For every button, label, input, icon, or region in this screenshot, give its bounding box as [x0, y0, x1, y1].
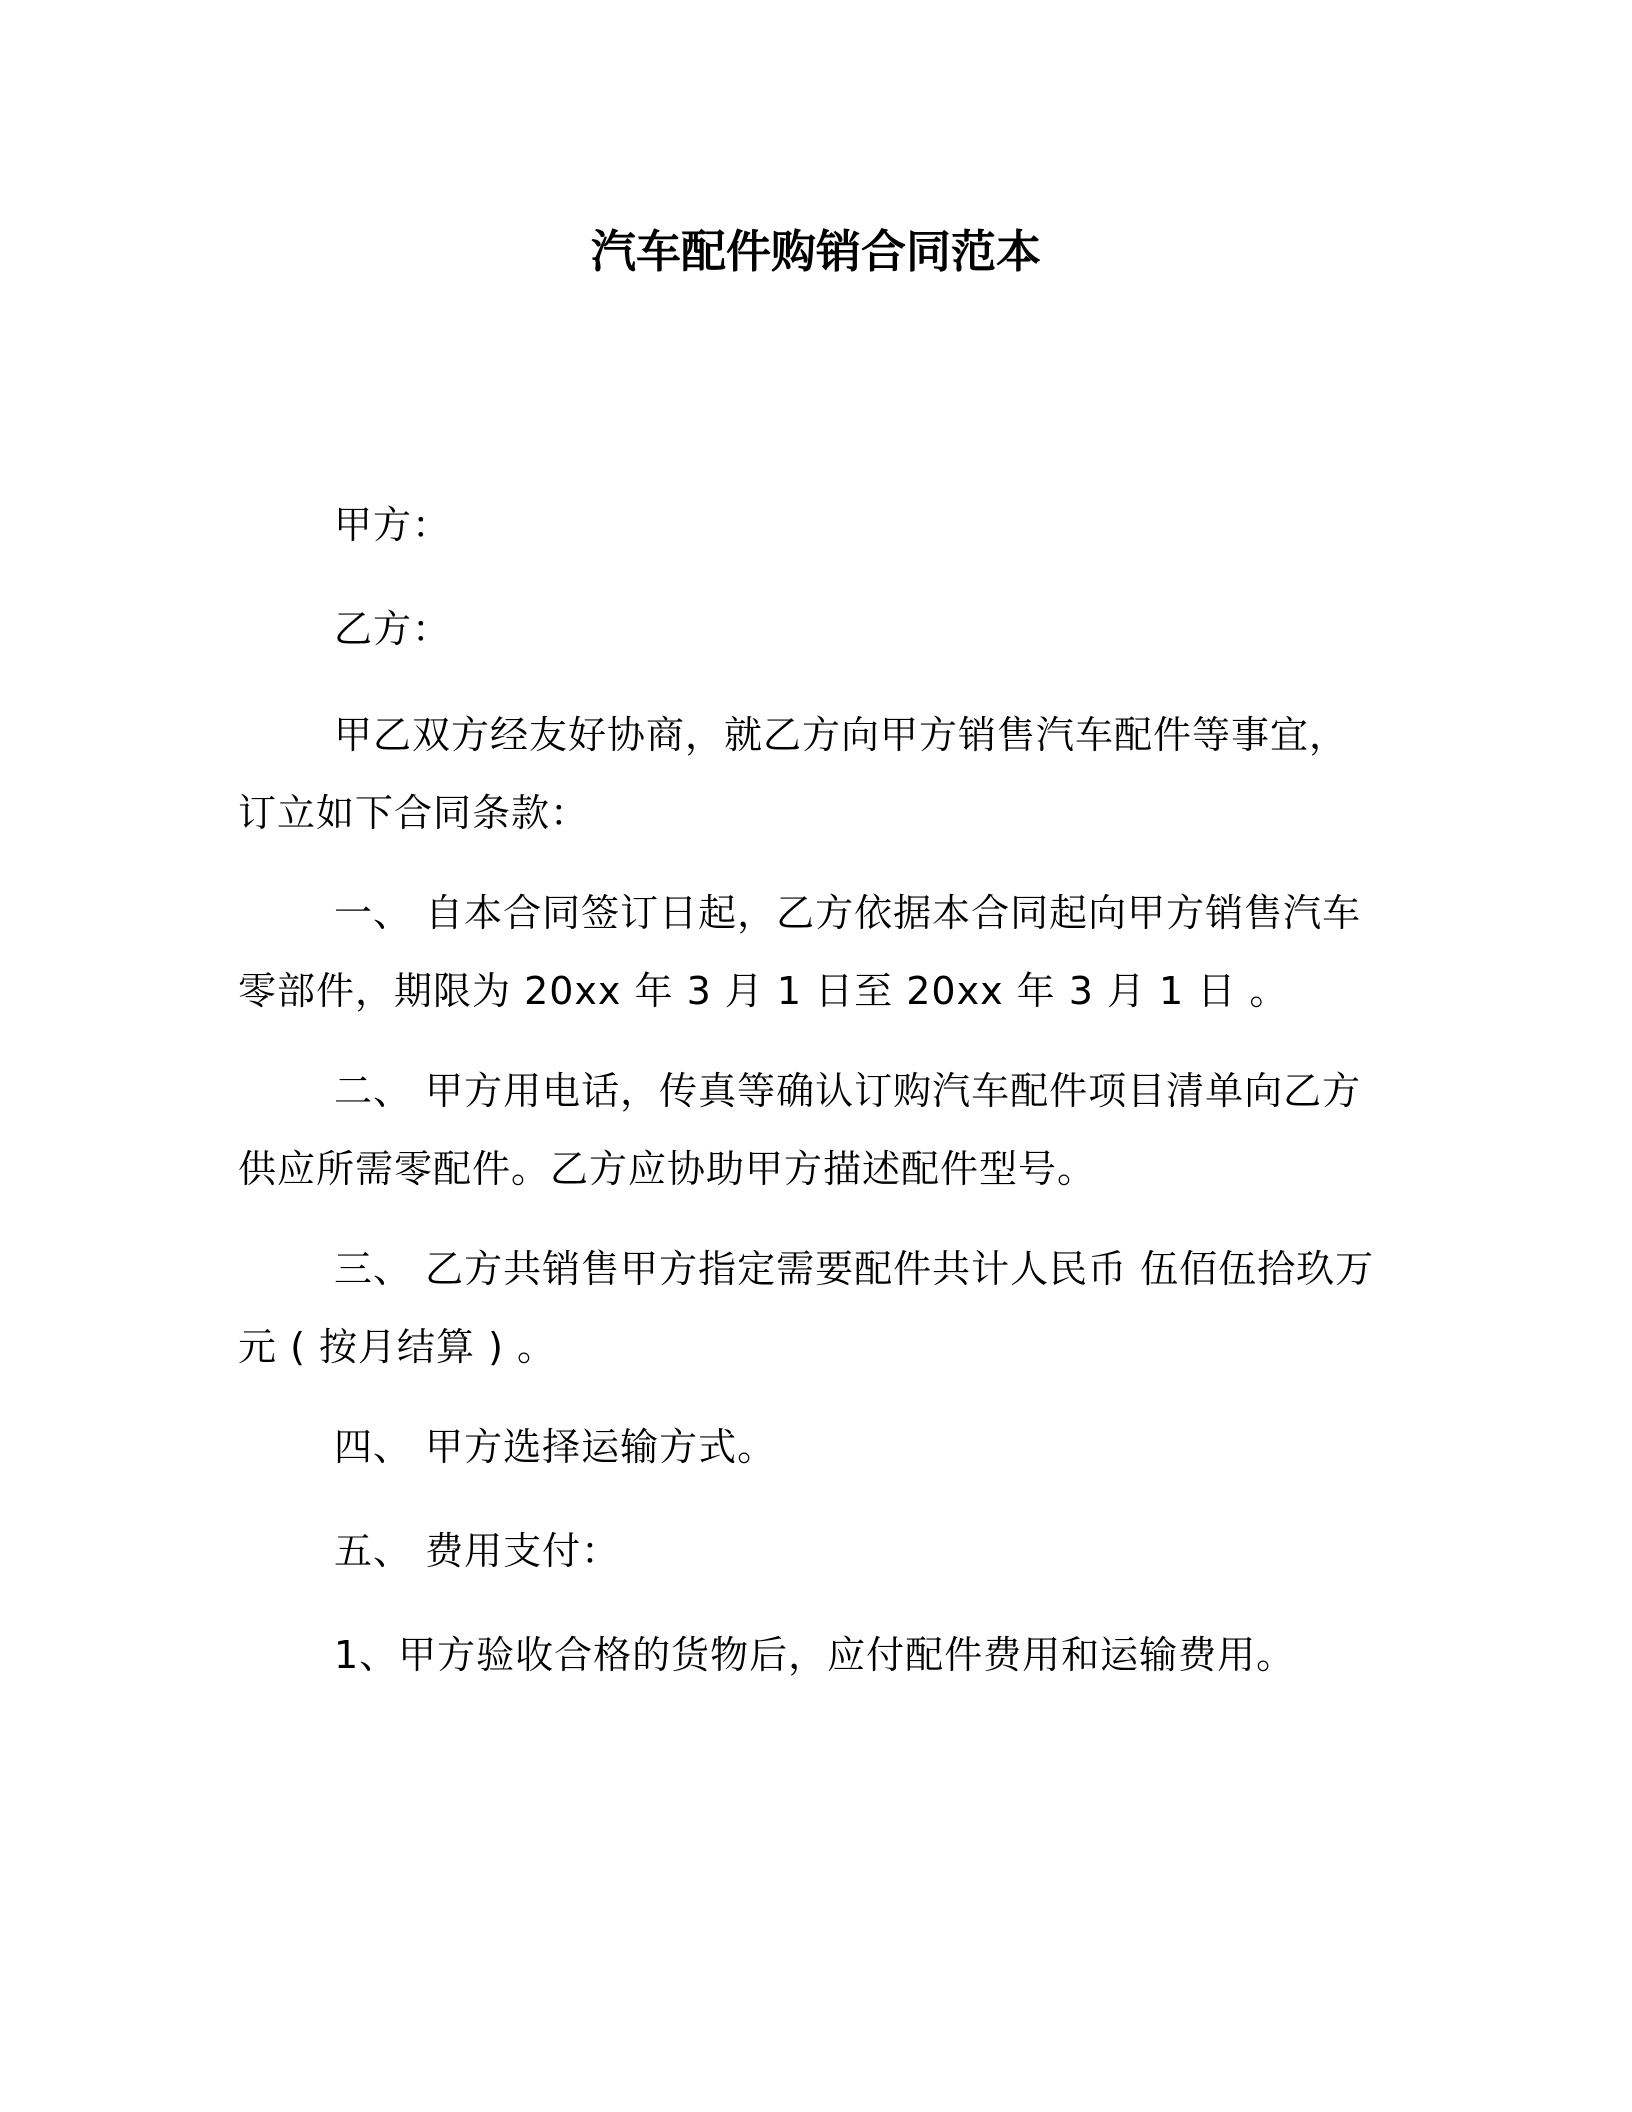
intro-text: 甲乙双方经友好协商，就乙方向甲方销售汽车配件等事宜，订立如下合同条款：: [238, 713, 1349, 835]
document-title: 汽车配件购销合同范本: [590, 225, 1041, 278]
payment-item-1: 1、甲方验收合格的货物后，应付配件费用和运输费用。: [334, 1633, 1296, 1677]
party-b-label: 乙方：: [334, 607, 452, 651]
clause-1-text: 一、 自本合同签订日起，乙方依据本合同起向甲方销售汽车零部件，期限为 20xx 年 3 月 1 日至 20xx 年 3 月 1 日 。: [238, 891, 1362, 1013]
clause-5-text: 五、 费用支付：: [334, 1529, 621, 1573]
clause-3: [238, 1230, 1386, 1386]
clause-4-text: 四、 甲方选择运输方式。: [334, 1425, 777, 1469]
clause-1: [238, 874, 1386, 1030]
party-a-label: 甲方：: [334, 503, 452, 547]
clause-2-text: 二、 甲方用电话，传真等确认订购汽车配件项目清单向乙方供应所需零配件。乙方应协助甲方描述配件型号。: [238, 1069, 1362, 1191]
clause-3-text: 三、 乙方共销售甲方指定需要配件共计人民币 伍佰伍拾玖万元 ( 按月结算 ) 。: [238, 1247, 1375, 1369]
clause-2: [238, 1052, 1386, 1208]
intro-paragraph: [238, 696, 1386, 852]
